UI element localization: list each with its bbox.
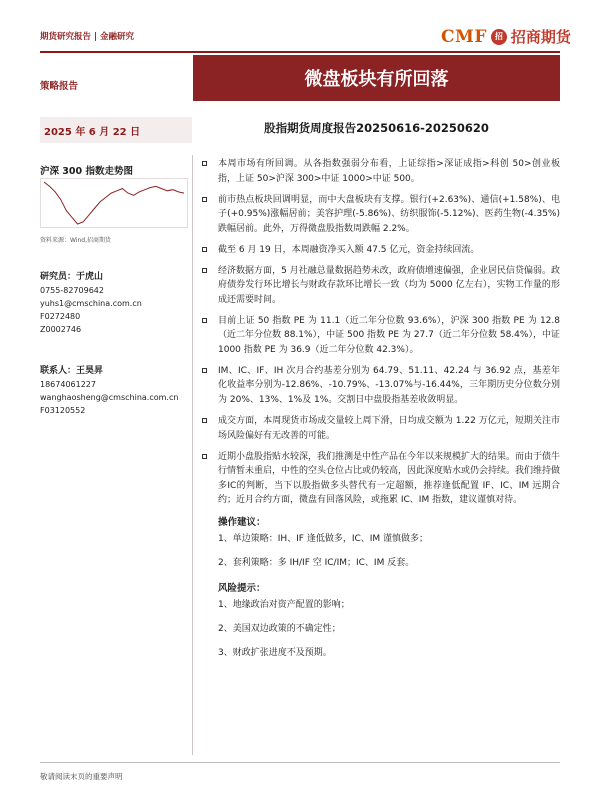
- bullet-item: [200, 243, 560, 258]
- bullet-square-icon: [202, 318, 207, 323]
- contact-phone: 18674061227: [40, 380, 96, 389]
- bullet-text: 截至 6 月 19 日，本周融资净买入额 47.5 亿元，资金持续回流。: [218, 244, 480, 255]
- researcher-email[interactable]: yuhs1@cmschina.com.cn: [40, 299, 142, 308]
- header-divider: [40, 51, 560, 53]
- bullet-text: 目前上证 50 指数 PE 为 11.1（近二年分位数 93.6%），沪深 300 指数 PE 为 12.8（近二年分位数 88.1%），中证 500 指数 PE 为 27.7（近二年分位数 58.4%），中证 1000 指数 PE 为 36.9（近二年分位数 42.3%）。: [218, 315, 560, 355]
- researcher-id-2: Z0002746: [40, 325, 82, 334]
- contact-email[interactable]: wanghaosheng@cmschina.com.cn: [40, 393, 179, 402]
- bullet-text: 经济数据方面，5 月社融总量数据趋势未改，政府债增速偏强，企业居民信贷偏弱。政府债券发行环比增长与财政存款环比增长一致（均为 5000 亿左右），实物工作量的形成还需要时间。: [218, 265, 560, 305]
- bullet-item: [200, 264, 560, 308]
- contact-id: F03120552: [40, 406, 86, 415]
- risks-title: 风险提示：: [218, 583, 266, 595]
- bullet-item: [200, 414, 560, 443]
- bullet-square-icon: [202, 161, 207, 166]
- logo-text: 招商期货: [510, 28, 571, 46]
- logo-badge-icon: 招: [491, 29, 507, 45]
- bullet-item: [200, 193, 560, 237]
- column-divider: [192, 155, 193, 755]
- operations-item: 2、套利策略：多 IH/IF 空 IC/IM；IC、IM 反套。: [218, 558, 415, 569]
- researcher-id-1: F0272480: [40, 312, 81, 321]
- contact-label: 联系人：: [40, 366, 77, 376]
- risk-item: 1、地缘政治对资产配置的影响；: [218, 600, 350, 611]
- bullet-text: IM、IC、IF、IH 次月合约基差分别为 64.79、51.11、42.24 与 36.92 点，基差年化收益率分别为-12.86%、-10.79%、-13.07%与-16.44%，三年期历史分位数分别为 20%、13%、1%及 1%。交割日中盘股指基差收敛明显。: [218, 365, 560, 405]
- footer-disclaimer: 敬请阅读末页的重要声明: [40, 772, 123, 781]
- chart-title: 沪深 300 指数走势图: [40, 166, 133, 177]
- operations-title: 操作建议：: [218, 517, 266, 529]
- report-type: 策略报告: [40, 81, 79, 92]
- series-line: [44, 182, 184, 224]
- bullet-square-icon: [202, 197, 207, 202]
- bullet-square-icon: [202, 454, 207, 459]
- researcher-label: 研究员：: [40, 272, 77, 282]
- bullet-item: [200, 314, 560, 358]
- bullet-item: [200, 364, 560, 408]
- headline: 微盘板块有所回落: [304, 69, 449, 90]
- researcher-phone: 0755-82709642: [40, 286, 104, 295]
- bullet-square-icon: [202, 268, 207, 273]
- logo-mark: CMF: [441, 26, 487, 47]
- summary-bullets: [200, 157, 560, 670]
- bullet-square-icon: [202, 247, 207, 252]
- index-trend-chart: [40, 178, 188, 228]
- footer-divider: [40, 762, 560, 763]
- header-category: 期货研究报告 | 金融研究: [40, 32, 135, 42]
- company-logo: [441, 26, 571, 47]
- operations-item: 1、单边策略：IH、IF 逢低做多，IC、IM 谨慎做多；: [218, 534, 429, 545]
- risk-item: 2、美国双边政策的不确定性；: [218, 624, 341, 635]
- bullet-square-icon: [202, 418, 207, 423]
- document-title: 股指期货周度报告20250616-20250620: [264, 121, 489, 135]
- bullet-square-icon: [202, 368, 207, 373]
- researcher-block: [40, 270, 142, 336]
- bullet-text: 成交方面，本周现货市场成交量较上周下滑，日均成交额为 1.22 万亿元，短期关注市场风险偏好有无改善的可能。: [218, 416, 560, 441]
- bullet-item: [200, 450, 560, 508]
- headline-banner: [193, 55, 560, 101]
- risk-item: 3、财政扩张进度不及预期。: [218, 648, 332, 659]
- bullet-text: 前市热点板块回调明显，而中大盘板块有支撑。银行(+2.63%)、通信(+1.58%)、电子(+0.95%)涨幅居前；美容护理(-5.86%)、纺织服饰(-5.12%)、医药生物(-4.35%)跌幅居前。此外，万得微盘股指数周跌幅 2.2%。: [218, 194, 560, 234]
- chart-source: 资料来源：Wind,招商期货: [40, 237, 111, 244]
- bullet-text: 近期小盘股指贴水较深，我们推测是中性产品在今年以来规模扩大的结果。而由于债牛行情暂未重启，中性的空头仓位占比或仍较高，因此深度贴水或仍会持续。我们维持做多IC的判断，当下以股指做多头替代有一定超额，推荐逢低配置 IF、IC、IM 远期合约；近月合约方面，微盘有回落风险，或拖累 IC、IM 指数，建议谨慎对待。: [218, 451, 561, 506]
- bullet-text: 本周市场有所回调。从各指数强弱分布看，上证综指>深证成指>科创 50>创业板指，上证 50>沪深 300>中证 1000>中证 500。: [218, 159, 560, 184]
- contact-name: 王昊昇: [76, 366, 104, 376]
- report-date: 2025 年 6 月 22 日: [44, 127, 141, 138]
- contact-block: [40, 364, 178, 417]
- researcher-name: 于虎山: [76, 272, 104, 282]
- bullet-item: [200, 157, 560, 186]
